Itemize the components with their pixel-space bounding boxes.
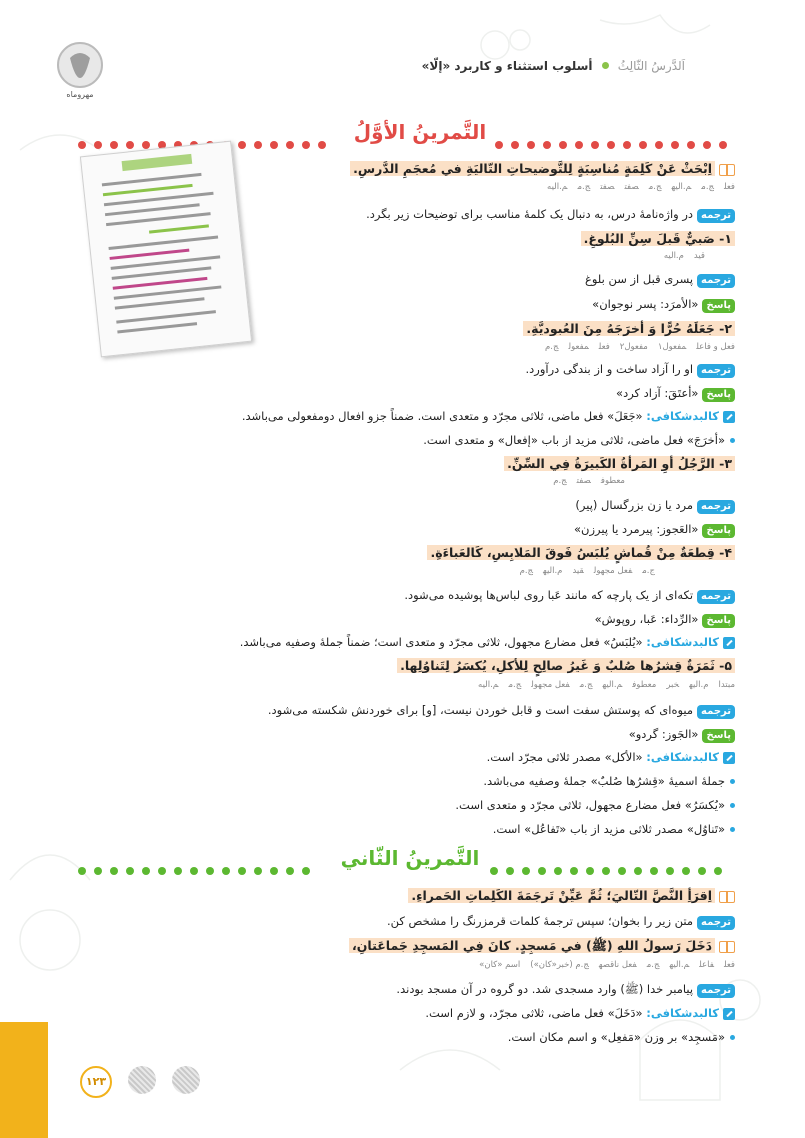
dot <box>222 867 230 875</box>
dot <box>286 141 294 149</box>
grammar-tag: مبتدا <box>718 680 735 690</box>
dot <box>602 867 610 875</box>
decorative-circle <box>172 1066 200 1094</box>
dot <box>655 141 663 149</box>
dot <box>495 141 503 149</box>
grammar-tag: ج.م <box>701 182 715 192</box>
q4-translation: ترجمهتکه‌ای از یک پارچه که مانند عَبا روی لباس‌ها پوشیده می‌شود. <box>404 586 735 604</box>
grammar-tag: مفعول۲ <box>619 342 648 352</box>
dot <box>302 141 310 149</box>
dotted-divider-right <box>495 134 745 144</box>
dot <box>254 867 262 875</box>
grammar-tag: معطوف <box>600 476 625 486</box>
q3-text: ۳- الرَّجُلُ أوِ المَرأةُ الكَبيرَةُ فِي السِّنِّ. <box>504 455 735 473</box>
grammar-tag: صفت <box>600 182 615 192</box>
dot <box>682 867 690 875</box>
dot <box>607 141 615 149</box>
q5-bullet-1: جملهٔ اسمیهٔ «قِشرُها صُلبٌ» جملهٔ وصفیه می‌باشد. <box>483 772 735 790</box>
q1-tags <box>654 251 705 261</box>
exercise2-title: التَّمرينُ الثّاني <box>340 846 480 870</box>
lesson-label: اَلدَّرسُ الثّالِثُ <box>617 59 685 73</box>
dot <box>126 867 134 875</box>
ex1-instruction-translation: ترجمهدر واژه‌نامهٔ درس، به دنبال یک کلمهٔ مناسب برای توضیحات زیر بگرد. <box>366 205 735 223</box>
dot <box>671 141 679 149</box>
bullet-icon <box>730 438 735 443</box>
grammar-tag: صفت <box>576 476 591 486</box>
grammar-tag: ج.م <box>648 182 662 192</box>
ex2-instruction-translation: ترجمهمتن زیر را بخوان؛ سپس ترجمهٔ کلمات قرمزرنگ را مشخص کن. <box>387 912 735 930</box>
q5-analysis: کالبدشکافی: «الأکل» مصدر ثلاثی مجرّد است. <box>487 748 735 766</box>
grammar-tag: م.اليه <box>543 566 563 576</box>
dot <box>522 867 530 875</box>
book-icon <box>719 164 735 176</box>
dot <box>238 867 246 875</box>
dot <box>687 141 695 149</box>
dot <box>559 141 567 149</box>
grammar-tag: ج.م <box>519 566 534 576</box>
dot <box>719 141 727 149</box>
q1-translation: ترجمهپسری قبل از سن بلوغ <box>585 270 735 288</box>
dot <box>554 867 562 875</box>
dotted-divider-left-2 <box>78 860 333 870</box>
page-number: ۱۲۳ <box>80 1066 112 1098</box>
q4-analysis: کالبدشکافی: «يُلبَسُ» فعل مضارع مجهول، ثلاثی مجرّد و متعدی است؛ ضمناً جملهٔ وصفیه می‌باشد. <box>240 633 735 651</box>
grammar-tag: فعل مجهول <box>593 566 633 576</box>
publisher-name: مهروماه <box>66 90 94 99</box>
dot <box>94 867 102 875</box>
dot <box>623 141 631 149</box>
dictionary-thumbnail <box>80 141 252 358</box>
ex1-instruction: اِبْحَثْ عَنْ كَلِمَةٍ مُناسِبَةٍ لِلتَّوضيحاتِ التّاليَةِ في مُعجَمِ الدَّرسِ. <box>350 160 735 178</box>
q5-bullet-2: «يُكسَرُ» فعل مضارع مجهول، ثلاثی مجرّد و متعدی است. <box>455 796 735 814</box>
dotted-divider-right-2 <box>490 860 745 870</box>
grammar-tag: مفعول <box>568 342 589 352</box>
decorative-circle <box>128 1066 156 1094</box>
answer-tag: پاسخ <box>702 299 735 313</box>
ex2-sentence-tags <box>469 960 735 970</box>
grammar-tag: فعل <box>598 342 610 352</box>
dot <box>527 141 535 149</box>
dot <box>126 141 134 149</box>
dot <box>586 867 594 875</box>
grammar-tag: فعل <box>724 960 735 970</box>
grammar-tag: ج.م <box>508 680 522 690</box>
dot <box>618 867 626 875</box>
dot <box>543 141 551 149</box>
dot <box>506 867 514 875</box>
q5-answer: پاسخ«الجَوز: گردو» <box>629 725 735 743</box>
grammar-tag: معطوف <box>632 680 657 690</box>
dot <box>698 867 706 875</box>
dot <box>318 141 326 149</box>
pen-icon <box>723 411 735 423</box>
dot <box>490 867 498 875</box>
dot <box>634 867 642 875</box>
grammar-tag: خبر <box>666 680 680 690</box>
grammar-tag: قید <box>693 251 705 261</box>
dot <box>206 867 214 875</box>
dot <box>270 141 278 149</box>
dot <box>254 141 262 149</box>
page-header <box>130 55 685 83</box>
dot <box>110 141 118 149</box>
dot <box>511 141 519 149</box>
q5-tags <box>468 680 735 690</box>
q2-text: ۲- جَعَلَهُ حُرًّا وَ أخرَجَهُ مِنَ العُبوديَّةِ. <box>523 320 735 338</box>
q3-tags <box>543 476 625 486</box>
grammar-tag: م.اليه <box>671 182 692 192</box>
grammar-tag: ج.م (خبر«کان») <box>530 960 589 970</box>
q2-tags <box>535 342 735 352</box>
dot <box>78 141 86 149</box>
grammar-tag: فاعل <box>699 960 715 970</box>
grammar-tag: ج.م <box>642 566 655 576</box>
ex2-instruction: اِقرَأِ النَّصَّ التّاليَ؛ ثُمَّ عَيِّنْ تَرجَمَةَ الكَلِماتِ الحَمراءِ. <box>408 887 735 905</box>
grammar-tag: ج.م <box>545 342 559 352</box>
dot <box>158 867 166 875</box>
dot <box>94 141 102 149</box>
page-corner-bar <box>0 1022 48 1138</box>
grammar-tag: ج.م <box>553 476 567 486</box>
section-title: أسلوب استثناء و کاربرد «إلّا» <box>421 59 593 73</box>
dot <box>650 867 658 875</box>
grammar-tag: م.اليه <box>547 182 568 192</box>
grammar-tag: فعل مجهول <box>531 680 570 690</box>
grammar-tag: ج.م <box>577 182 591 192</box>
q4-answer: پاسخ«الرِّداء: عَبا، روپوش» <box>595 610 735 628</box>
ex2-sentence-translation: ترجمهپیامبر خدا (ﷺ) وارد مسجدی شد. دو گروه در آن مسجد بودند. <box>396 980 735 998</box>
dot <box>174 867 182 875</box>
q3-answer: پاسخ«العَجوز: پیرمرد یا پیرزن» <box>574 520 735 538</box>
q4-text: ۴- قِطعَةٌ مِنْ قُماشٍ يُلبَسُ فَوقَ المَلابِسِ، كَالعَباءَةِ. <box>427 544 735 562</box>
q2-analysis: کالبدشکافی: «جَعَلَ» فعل ماضی، ثلاثی مجرّد و متعدی است. ضمناً جزو افعال دومفعولی می‌باشد. <box>242 407 735 425</box>
dot <box>270 867 278 875</box>
dot <box>286 867 294 875</box>
exercise1-title: التَّمرينُ الأوَّلُ <box>353 120 487 144</box>
q1-answer: پاسخ«الأمرَد: پسر نوجوان» <box>592 295 735 313</box>
q2-translation: ترجمهاو را آزاد ساخت و از بندگی درآورد. <box>526 360 735 378</box>
grammar-tag: فعل و فاعل <box>696 342 735 352</box>
dot <box>666 867 674 875</box>
grammar-tag: م.اليه <box>663 251 684 261</box>
translation-tag: ترجمه <box>697 209 735 223</box>
grammar-tag: ج.م <box>579 680 593 690</box>
q5-text: ۵- ثَمَرَةٌ قِشرُها صُلبٌ وَ غَيرُ صالِحٍ لِلأكلِ، يُكسَرُ لِتَناوُلِها. <box>397 657 735 675</box>
dot <box>78 867 86 875</box>
q5-translation: ترجمهمیوه‌ای که پوستش سفت است و قابل خوردن نیست، [و] برای خوردنش شکسته می‌شود. <box>268 701 735 719</box>
dot <box>238 141 246 149</box>
dot <box>570 867 578 875</box>
ex2-bullet: «مَسجِد» بر وزن «مَفعِل» و اسم مکان است. <box>508 1028 735 1046</box>
q4-tags <box>510 566 655 576</box>
q5-bullet-3: «تَناوُل» مصدر ثلاثی مزید از باب «تَفاعُل» است. <box>493 820 735 838</box>
dot <box>575 141 583 149</box>
grammar-tag: اسم «کان» <box>479 960 521 970</box>
grammar-tag: م.اليه <box>669 960 690 970</box>
dot <box>591 141 599 149</box>
grammar-tag: فعل <box>724 182 735 192</box>
grammar-tag: م.اليه <box>689 680 709 690</box>
ex1-instruction-tags <box>537 182 735 192</box>
dot <box>190 867 198 875</box>
ex2-analysis: کالبدشکافی: «دَخَلَ» فعل ماضی، ثلاثی مجرّد، و لازم است. <box>425 1004 735 1022</box>
header-dot-icon <box>602 62 609 69</box>
grammar-tag: ج.م <box>646 960 660 970</box>
grammar-tag: فعل ناقصه <box>598 960 637 970</box>
dot <box>538 867 546 875</box>
ex2-sentence: دَخَلَ رَسولُ اللهِ (ﷺ) في مَسجِدٍ. كانَ فِي المَسجِدِ جَماعَتانِ، <box>349 937 735 955</box>
q2-bullet: «أخرَجَ» فعل ماضی، ثلاثی مزید از باب «إفعال» و متعدی است. <box>423 431 735 449</box>
grammar-tag: مفعول۱ <box>657 342 687 352</box>
dot <box>142 141 150 149</box>
grammar-tag: م.اليه <box>602 680 623 690</box>
q3-translation: ترجمهمرد یا زن بزرگسال (پیر) <box>575 496 735 514</box>
q2-answer: پاسخ«أعتَقَ: آزاد کرد» <box>616 384 735 402</box>
grammar-tag: م.اليه <box>478 680 499 690</box>
grammar-tag: صفت <box>624 182 639 192</box>
dot <box>703 141 711 149</box>
dot <box>110 867 118 875</box>
grammar-tag: قید <box>572 566 584 576</box>
dot <box>302 867 310 875</box>
dot <box>714 867 722 875</box>
q1-text: ۱- صَبيٌّ قَبلَ سِنِّ البُلوغِ. <box>581 230 735 248</box>
dot <box>142 867 150 875</box>
dot <box>639 141 647 149</box>
